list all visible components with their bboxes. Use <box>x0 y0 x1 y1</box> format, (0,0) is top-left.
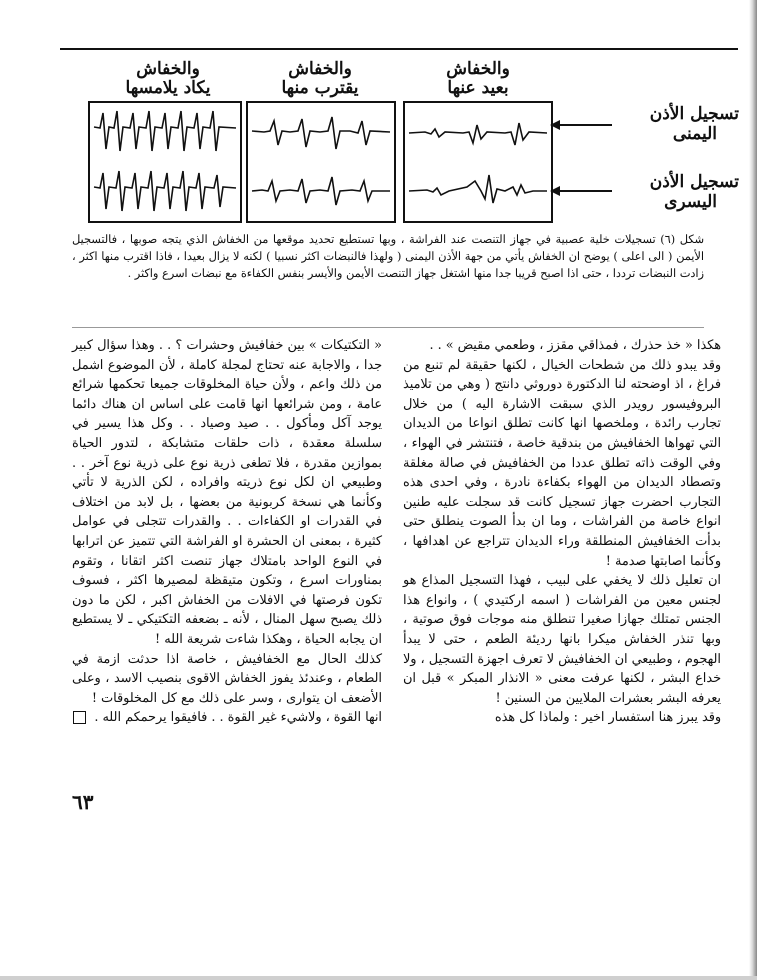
left-ear-label <box>650 172 739 212</box>
trace-panel-approaching-svg <box>248 103 394 221</box>
right-text-column <box>403 336 721 728</box>
left-paragraph-3-text: انها القوة ، ولاشيء غير القوة . . فافيقوا يرحمكم الله . <box>94 710 382 726</box>
top-rule <box>60 48 738 50</box>
panel-title-far-line2: بعيد عنها <box>447 78 509 98</box>
panel-title-touching-line1: والخفاش <box>136 59 200 79</box>
left-ear-label-line2: اليسرى <box>664 192 717 212</box>
right-paragraph-3: ان تعليل ذلك لا يخفي على لبيب ، فهذا التسجيل المذاع هو لجنس معين من الفراشات ( اسمه اركتيدي ) ، وانواع هذا الجنس تمتلك جهازا صغيرا تنطلق منه موجات فوق صوتية ، وبها تنذر الخفاش ميكرا بانها رديئة الطعم ، حتى لا يبدأ الهجوم ، وطبيعي ان الخفافيش لا تعرف اجهزة التسجيل ، ولا خداع البشر ، لكنها عرفت معنى « الانذار المبكر » قبل ان يعرفه البشر بعشرات الملايين من السنين ! <box>403 573 721 706</box>
scan-bottom-edge <box>0 976 757 980</box>
left-ear-label-line1: تسجيل الأذن <box>649 172 739 192</box>
left-paragraph-2: كذلك الحال مع الخفافيش ، خاصة اذا حدثت ازمة في الطعام ، وعندئذ يفوز الخفاش الاقوى بنصيب الاسد ، وعلى الأضعف ان يتوارى ، وسر على ذلك مع كل المخلوقات ! <box>72 651 382 706</box>
right-paragraph-2: وقد يبدو ذلك من شطحات الخيال ، لكنها حقيقة لم تنبع من فراغ ، اذ اوضحته لنا الدكتورة دوروثي دانتج ( وهي من تلاميذ البروفيسور رويدر الذي سبقت الاشارة اليه ) من خلال تجارب رائدة ، وملخصها انها كانت تطلق انواعا من الديدان التي تهواها الخفافيش من بندقية خاصة ، فتنتشر في الهواء ، وفي الوقت ذاته تطلق عددا من الخفافيش في صالة مغلقة وتصطاد الديدان من الهواء بكفاءة نادرة ، وفي احدى هذه التجارب احضرت جهاز تسجيل كانت قد سجلت عليه طنين انواع خاصة من الفراشات ، وما ان بدأ الصوت ينطلق حتى بدأت الخفافيش المنطلقة وراء الديدان تتراجع عن اهدافها ، وكأنما اصابتها صدمة ! <box>403 357 721 569</box>
figure-caption: شكل (٦) تسجيلات خلية عصبية في جهاز التنصت عند الفراشة ، وبها تستطيع تحديد موقعها من الخفاش الذي يتجه صوبها ، فالتسجيل الأيمن ( الى اعلى ) يوضح ان الخفاش يأتي من جهة الأذن اليمنى ( ولهذا فالنبضات اكثر نسبيا ) لكنه لا يزال بعيدا ، فاذا اقترب منها اكثر ، زادت النبضات ترددا ، حتى اذا اصبح قريبا جدا منها اشتغل جهاز التنصت الأيمن والأيسر بنفس الكفاءة مع نبضات اسرع واكثر . <box>72 233 704 280</box>
panel-title-approaching-line2: يقترب منها <box>281 78 359 98</box>
right-paragraph-4: وقد يبرز هنا استفسار اخير : ولماذا كل هذه <box>494 710 721 726</box>
page-number: ٦٣ <box>72 790 94 814</box>
scan-edge-shadow <box>749 0 757 980</box>
left-ear-arrow <box>552 190 612 192</box>
right-ear-label <box>650 104 739 144</box>
panel-title-approaching <box>250 60 390 98</box>
panel-title-approaching-line1: والخفاش <box>288 59 352 79</box>
caption-divider <box>72 327 704 328</box>
trace-panel-touching-svg <box>90 103 240 221</box>
trace-panel-touching <box>88 101 242 223</box>
left-paragraph-1: « التكتيكات » بين خفافيش وحشرات ؟ . . وهذا سؤال كبير جدا ، والاجابة عنه تحتاج لمجلة كاملة ، لأن الموضوع اشمل من ذلك واعم ، ولأن حياة المخلوقات جميعا تحكمها شرائع عامة ، ومن شرائعها انها قامت على اساس ان هناك دائما يوجد آكل ومأكول . . صيد وصياد . . وكل هذا يسير في سلسلة معقدة ، ذات حلقات متشابكة ، لتدور الحياة بموازين مقدرة ، فلا تطغى ذرية نوع على ذرية نوع آخر . . وطبيعي ان لكل نوع ذريته وافراده ، لكن الذرية لا تأتي وكأنما هي نسخة كربونية من بعضها ، بل لابد من اختلاف في القدرات او الكفاءات . . والقدرات تتجلى في عوامل كثيرة ، بمعنى ان الحشرة او الفراشة التي تتميز عن اترابها في النوع الواحد بامتلاك جهاز تنصت اكثر اتقانا ، وتقوم بمناورات اسرع ، وتكون متيقظة لمصيرها اكثر ، فسوف تكون فرصتها في الافلات من الخفاش اكبر ، لكن ما دون ذلك يصبح سهل المنال ، لأنه ـ بضعفه التكتيكي ـ لا يستطيع ان يجابه الحياة ، وهكذا شاءت شريعة الله ! <box>72 338 382 647</box>
trace-panel-far <box>403 101 553 223</box>
trace-panel-approaching <box>246 101 396 223</box>
right-ear-label-line2: اليمنى <box>672 124 717 144</box>
panel-title-touching-line2: يكاد يلامسها <box>125 78 211 98</box>
panel-title-touching <box>98 60 238 98</box>
left-text-column <box>72 336 382 728</box>
right-ear-label-line1: تسجيل الأذن <box>649 104 739 124</box>
panel-title-far-line1: والخفاش <box>446 59 510 79</box>
right-ear-arrow <box>552 124 612 126</box>
left-paragraph-3 <box>72 708 382 728</box>
right-paragraph-1: هكذا « خذ حذرك ، فمذاقي مقزز ، وطعمي مقيض » . . <box>429 338 721 353</box>
end-of-article-box-icon <box>73 711 86 724</box>
panel-title-far <box>408 60 548 98</box>
trace-panel-far-svg <box>405 103 551 221</box>
